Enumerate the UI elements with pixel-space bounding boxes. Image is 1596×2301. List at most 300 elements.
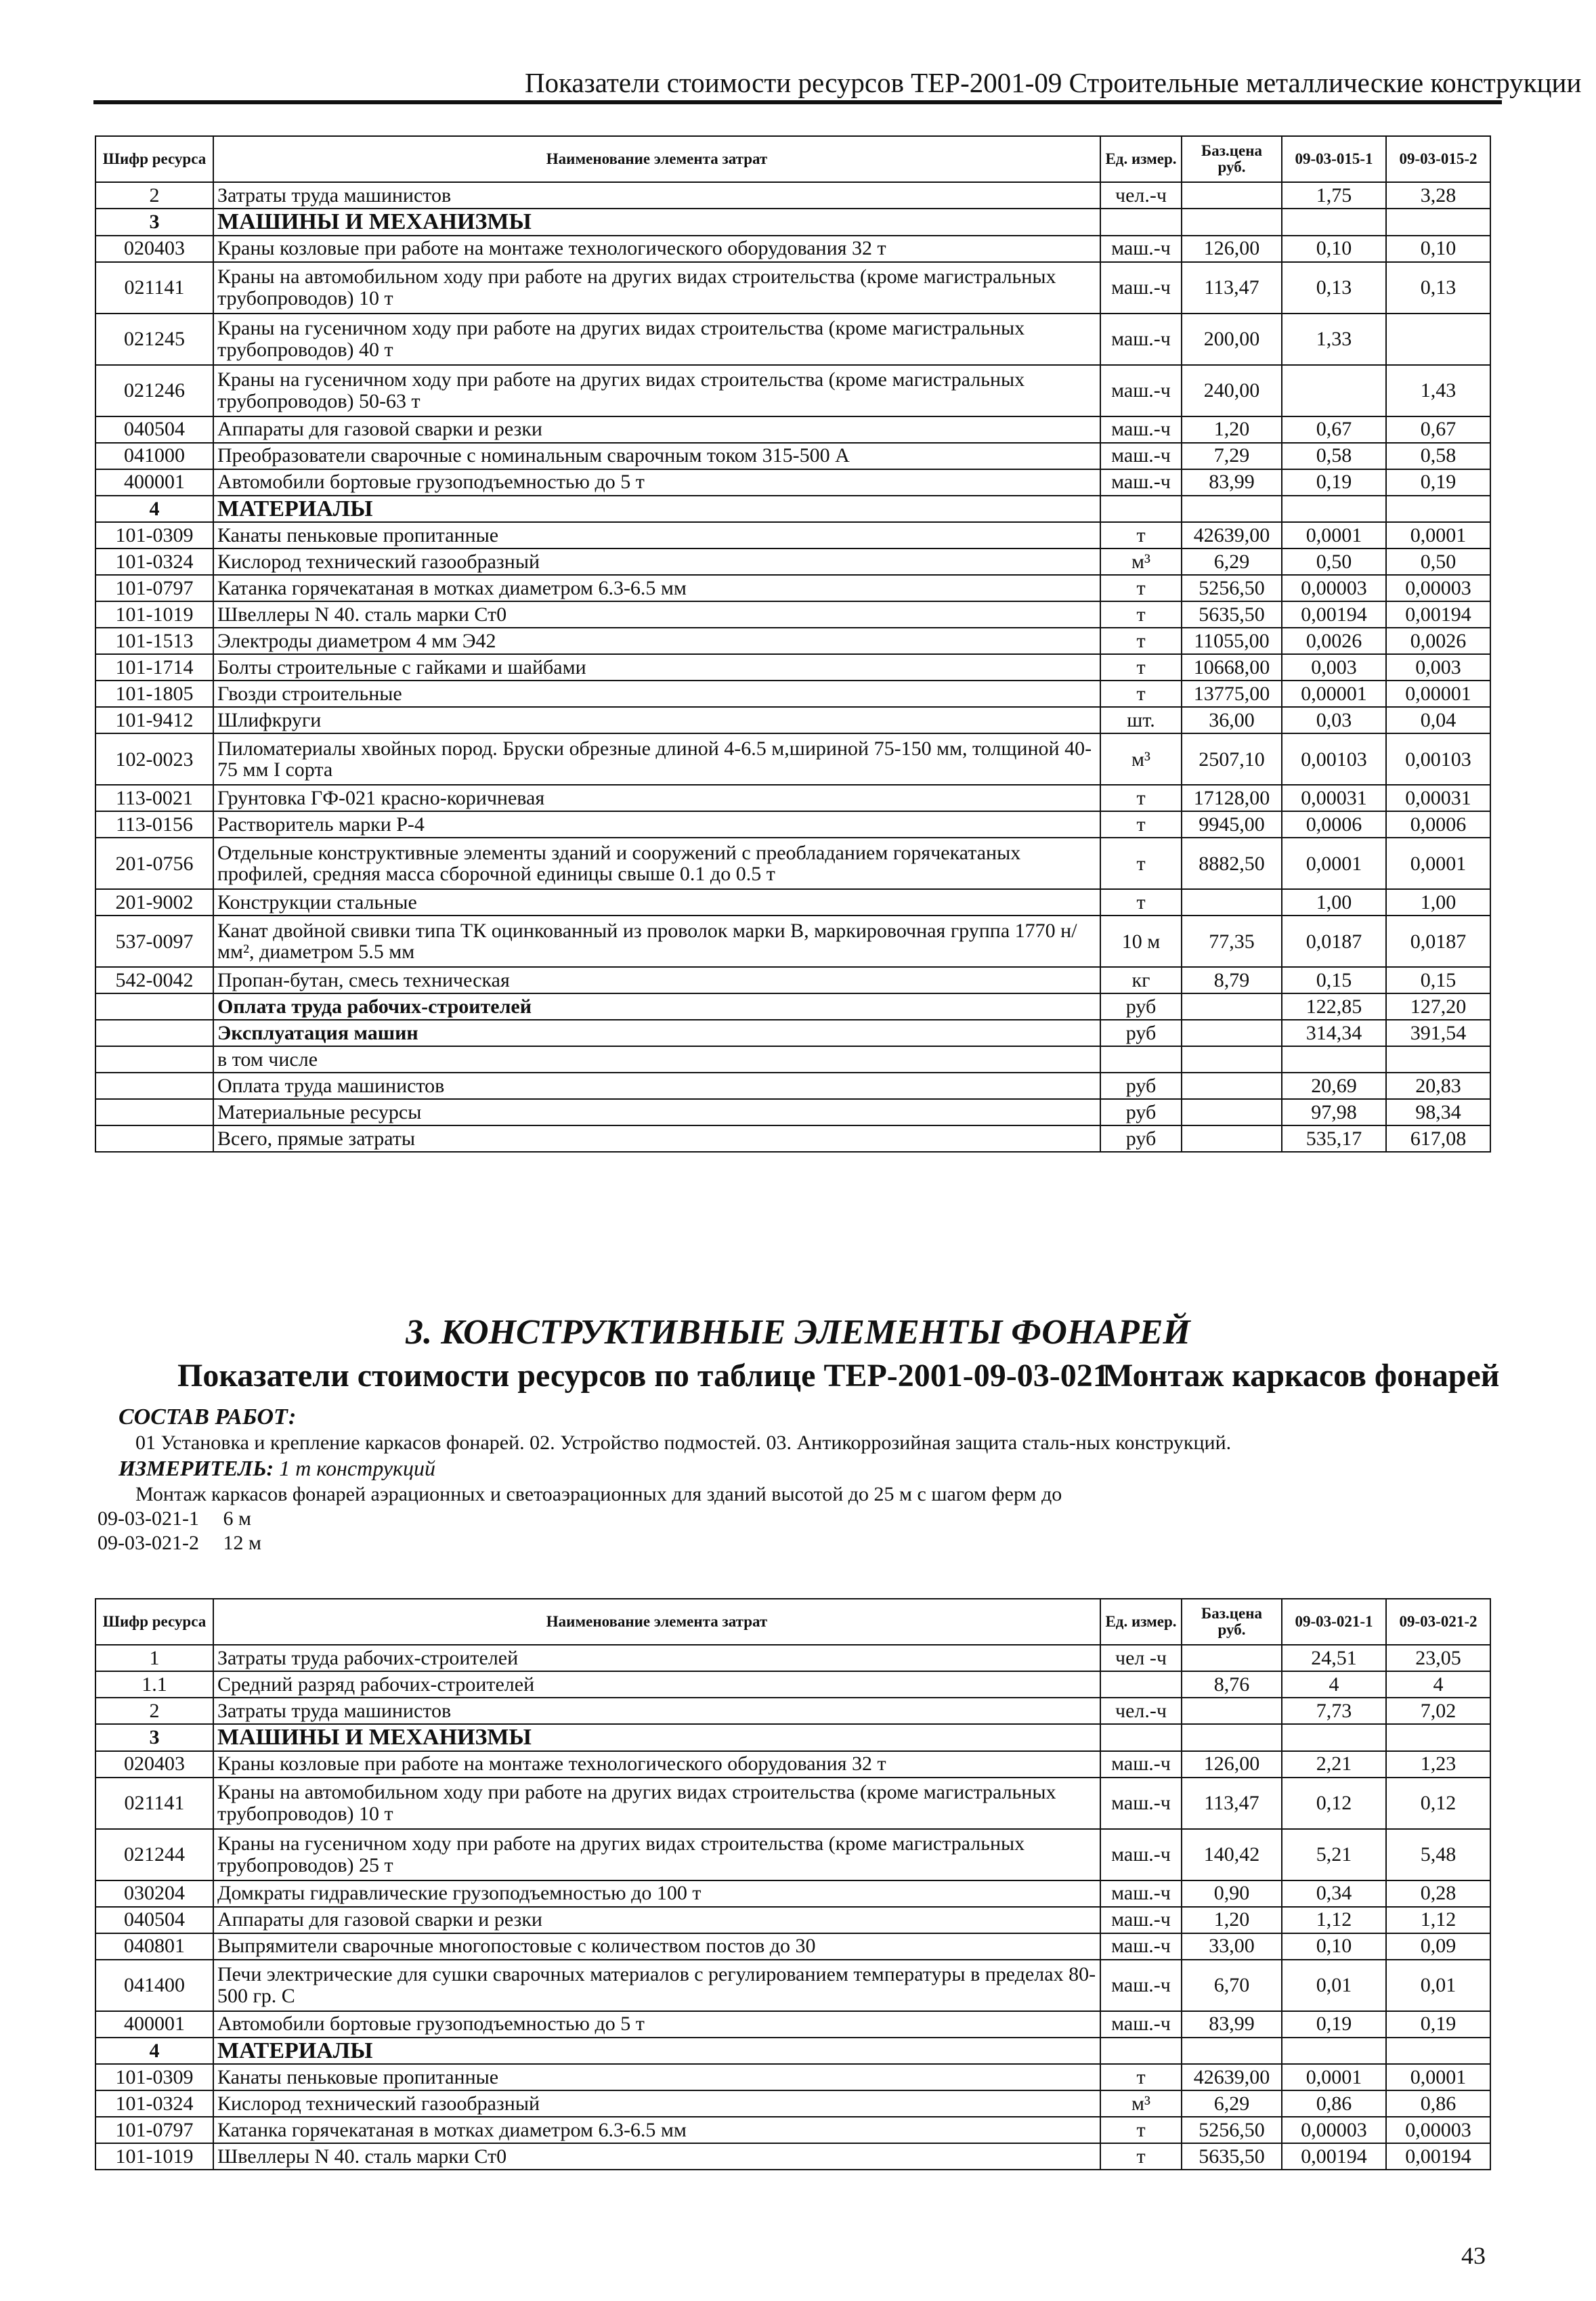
col-header-code: Шифр ресурса bbox=[95, 136, 213, 182]
base-price-cell: 200,00 bbox=[1182, 314, 1282, 365]
base-price-cell: 1,20 bbox=[1182, 416, 1282, 443]
variant-1-value-cell: 24,51 bbox=[1282, 1645, 1386, 1671]
variant-code: 09-03-021-1 bbox=[98, 1507, 199, 1530]
variant-2-value-cell: 0,19 bbox=[1386, 469, 1490, 496]
table-body bbox=[95, 182, 1490, 1152]
variant-1-value-cell: 0,0006 bbox=[1282, 811, 1386, 838]
base-price-cell bbox=[1182, 1698, 1282, 1724]
measure-unit-cell: руб bbox=[1100, 1073, 1182, 1099]
variant-2-value-cell: 0,15 bbox=[1386, 967, 1490, 993]
resource-code-cell: 021245 bbox=[95, 314, 213, 365]
measure-unit-cell: т bbox=[1100, 601, 1182, 628]
measure-unit-cell bbox=[1100, 2038, 1182, 2065]
measure-unit-cell: руб bbox=[1100, 993, 1182, 1020]
cost-item-name-cell: МАШИНЫ И МЕХАНИЗМЫ bbox=[213, 209, 1100, 236]
cost-item-name-cell: Пропан-бутан, смесь техническая bbox=[213, 967, 1100, 993]
col-header-price: Баз.цена руб. bbox=[1182, 136, 1282, 182]
resource-code-cell: 3 bbox=[95, 209, 213, 236]
table-row bbox=[95, 1933, 1490, 1960]
col-header-variant-2: 09-03-015-2 bbox=[1386, 136, 1490, 182]
variant-1-value-cell: 0,00031 bbox=[1282, 785, 1386, 811]
measure-unit-cell: маш.-ч bbox=[1100, 365, 1182, 416]
table-row bbox=[95, 2117, 1490, 2143]
resource-code-cell: 101-0324 bbox=[95, 2090, 213, 2117]
resource-code-cell: 101-1714 bbox=[95, 654, 213, 681]
variant-1-value-cell: 0,19 bbox=[1282, 469, 1386, 496]
resource-code-cell bbox=[95, 1125, 213, 1152]
cost-item-name-cell: Канаты пеньковые пропитанные bbox=[213, 522, 1100, 549]
resource-code-cell: 101-0324 bbox=[95, 549, 213, 575]
cost-item-name-cell: Растворитель марки Р-4 bbox=[213, 811, 1100, 838]
variant-1-value-cell: 0,34 bbox=[1282, 1880, 1386, 1907]
resource-code-cell: 101-1019 bbox=[95, 601, 213, 628]
resource-code-cell bbox=[95, 1020, 213, 1046]
variant-2-value-cell: 4 bbox=[1386, 1671, 1490, 1698]
base-price-cell: 113,47 bbox=[1182, 1778, 1282, 1829]
variant-1-value-cell: 5,21 bbox=[1282, 1829, 1386, 1880]
table-row bbox=[95, 654, 1490, 681]
measure-unit-cell bbox=[1100, 1724, 1182, 1751]
resource-table-2 bbox=[95, 1598, 1491, 2170]
table-row bbox=[95, 967, 1490, 993]
measure-unit-cell: т bbox=[1100, 628, 1182, 654]
col-header-variant-1: 09-03-021-1 bbox=[1282, 1599, 1386, 1645]
measure-unit-cell: т bbox=[1100, 681, 1182, 707]
measure-unit-cell: маш.-ч bbox=[1100, 1751, 1182, 1778]
base-price-cell: 8,79 bbox=[1182, 967, 1282, 993]
resource-code-cell: 542-0042 bbox=[95, 967, 213, 993]
table-row bbox=[95, 811, 1490, 838]
variant-1-value-cell bbox=[1282, 496, 1386, 523]
table-row bbox=[95, 681, 1490, 707]
variant-1-value-cell bbox=[1282, 209, 1386, 236]
variant-2-value-cell: 0,0187 bbox=[1386, 916, 1490, 967]
cost-item-name-cell: Затраты труда рабочих-строителей bbox=[213, 1645, 1100, 1671]
measure-unit-cell: руб bbox=[1100, 1020, 1182, 1046]
resource-code-cell: 021246 bbox=[95, 365, 213, 416]
cost-item-name-cell: Печи электрические для сушки сварочных материалов с регулированием температуры в пределах 80-500 гр. С bbox=[213, 1960, 1100, 2011]
table-row bbox=[95, 549, 1490, 575]
table-row bbox=[95, 707, 1490, 733]
resource-code-cell: 101-0309 bbox=[95, 522, 213, 549]
measure-unit-cell: т bbox=[1100, 2143, 1182, 2170]
measure-unit-cell: шт. bbox=[1100, 707, 1182, 733]
col-header-unit: Ед. измер. bbox=[1100, 136, 1182, 182]
variant-1-value-cell: 0,15 bbox=[1282, 967, 1386, 993]
cost-item-name-cell: Оплата труда рабочих-строителей bbox=[213, 993, 1100, 1020]
cost-item-name-cell: Гвозди строительные bbox=[213, 681, 1100, 707]
base-price-cell: 10668,00 bbox=[1182, 654, 1282, 681]
cost-item-name-cell: Катанка горячекатаная в мотках диаметром 6.3-6.5 мм bbox=[213, 2117, 1100, 2143]
variant-2-value-cell: 7,02 bbox=[1386, 1698, 1490, 1724]
measure-unit-cell: маш.-ч bbox=[1100, 469, 1182, 496]
variant-2-value-cell bbox=[1386, 209, 1490, 236]
table-row bbox=[95, 443, 1490, 469]
base-price-cell bbox=[1182, 2038, 1282, 2065]
resource-code-cell: 021244 bbox=[95, 1829, 213, 1880]
resource-code-cell: 3 bbox=[95, 1724, 213, 1751]
variant-1-value-cell: 0,03 bbox=[1282, 707, 1386, 733]
col-header-name: Наименование элемента затрат bbox=[213, 1599, 1100, 1645]
cost-item-name-cell: Грунтовка ГФ-021 красно-коричневая bbox=[213, 785, 1100, 811]
variant-2-value-cell: 1,43 bbox=[1386, 365, 1490, 416]
variant-2-value-cell: 23,05 bbox=[1386, 1645, 1490, 1671]
variant-2-value-cell: 0,0006 bbox=[1386, 811, 1490, 838]
col-header-unit: Ед. измер. bbox=[1100, 1599, 1182, 1645]
variant-2-value-cell: 0,003 bbox=[1386, 654, 1490, 681]
table-title: Показатели стоимости ресурсов по таблице ТЕР-2001-09-03-021 bbox=[177, 1358, 1109, 1394]
measure-unit-cell bbox=[1100, 496, 1182, 523]
variant-1-value-cell: 0,50 bbox=[1282, 549, 1386, 575]
base-price-cell bbox=[1182, 496, 1282, 523]
base-price-cell: 240,00 bbox=[1182, 365, 1282, 416]
variant-2-value-cell: 0,00103 bbox=[1386, 733, 1490, 785]
variant-1-value-cell: 0,00003 bbox=[1282, 2117, 1386, 2143]
variant-1-value-cell: 1,33 bbox=[1282, 314, 1386, 365]
measure-unit-cell: маш.-ч bbox=[1100, 1933, 1182, 1960]
measure-unit-cell: 10 м bbox=[1100, 916, 1182, 967]
resource-code-cell: 113-0156 bbox=[95, 811, 213, 838]
resource-code-cell: 2 bbox=[95, 1698, 213, 1724]
base-price-cell: 5635,50 bbox=[1182, 601, 1282, 628]
resource-code-cell: 1 bbox=[95, 1645, 213, 1671]
table-row bbox=[95, 416, 1490, 443]
base-price-cell bbox=[1182, 1099, 1282, 1125]
col-header-variant-1: 09-03-015-1 bbox=[1282, 136, 1386, 182]
resource-code-cell: 101-1513 bbox=[95, 628, 213, 654]
base-price-cell: 17128,00 bbox=[1182, 785, 1282, 811]
cost-item-name-cell: Краны козловые при работе на монтаже технологического оборудования 32 т bbox=[213, 236, 1100, 262]
measure-unit-cell: т bbox=[1100, 2117, 1182, 2143]
resource-code-cell: 021141 bbox=[95, 1778, 213, 1829]
measure-unit-cell: маш.-ч bbox=[1100, 443, 1182, 469]
measure-unit-cell: т bbox=[1100, 838, 1182, 889]
variant-1-value-cell: 2,21 bbox=[1282, 1751, 1386, 1778]
table-row bbox=[95, 2038, 1490, 2065]
cost-item-name-cell: Аппараты для газовой сварки и резки bbox=[213, 1907, 1100, 1933]
variant-1-value-cell bbox=[1282, 1046, 1386, 1073]
cost-item-name-cell: Материальные ресурсы bbox=[213, 1099, 1100, 1125]
measure-unit-cell: маш.-ч bbox=[1100, 1829, 1182, 1880]
base-price-cell: 8882,50 bbox=[1182, 838, 1282, 889]
variant-2-value-cell: 3,28 bbox=[1386, 182, 1490, 209]
table-subtitle: Монтаж каркасов фонарей bbox=[1102, 1358, 1500, 1394]
cost-item-name-cell: Краны козловые при работе на монтаже технологического оборудования 32 т bbox=[213, 1751, 1100, 1778]
table-description: Монтаж каркасов фонарей аэрационных и светоаэрационных для зданий высотой до 25 м с шагом ферм до bbox=[135, 1483, 1062, 1505]
variant-2-value-cell: 1,12 bbox=[1386, 1907, 1490, 1933]
base-price-cell: 13775,00 bbox=[1182, 681, 1282, 707]
base-price-cell: 5256,50 bbox=[1182, 575, 1282, 601]
variant-1-value-cell: 0,0001 bbox=[1282, 838, 1386, 889]
cost-item-name-cell: в том числе bbox=[213, 1046, 1100, 1073]
variant-2-value-cell: 127,20 bbox=[1386, 993, 1490, 1020]
resource-code-cell: 030204 bbox=[95, 1880, 213, 1907]
measure-unit-cell: руб bbox=[1100, 1099, 1182, 1125]
variant-value: 6 м bbox=[223, 1507, 251, 1530]
variant-2-value-cell: 0,12 bbox=[1386, 1778, 1490, 1829]
variant-row bbox=[98, 1532, 261, 1555]
resource-code-cell: 2 bbox=[95, 182, 213, 209]
cost-item-name-cell: Преобразователи сварочные с номинальным сварочным током 315-500 А bbox=[213, 443, 1100, 469]
variant-1-value-cell: 0,00003 bbox=[1282, 575, 1386, 601]
table-row bbox=[95, 1778, 1490, 1829]
cost-item-name-cell: Краны на автомобильном ходу при работе на других видах строительства (кроме магистральных трубопроводов) 10 т bbox=[213, 262, 1100, 314]
resource-code-cell: 4 bbox=[95, 2038, 213, 2065]
variant-1-value-cell: 1,00 bbox=[1282, 889, 1386, 916]
measure-unit-cell: чел -ч bbox=[1100, 1645, 1182, 1671]
variant-2-value-cell: 0,00194 bbox=[1386, 2143, 1490, 2170]
resource-code-cell bbox=[95, 993, 213, 1020]
variant-1-value-cell: 0,01 bbox=[1282, 1960, 1386, 2011]
variant-row bbox=[98, 1507, 251, 1530]
variant-value: 12 м bbox=[223, 1532, 261, 1554]
table-row bbox=[95, 838, 1490, 889]
base-price-cell: 36,00 bbox=[1182, 707, 1282, 733]
variant-2-value-cell: 5,48 bbox=[1386, 1829, 1490, 1880]
cost-item-name-cell: Конструкции стальные bbox=[213, 889, 1100, 916]
table-row bbox=[95, 733, 1490, 785]
variant-1-value-cell: 0,12 bbox=[1282, 1778, 1386, 1829]
variant-1-value-cell: 0,00194 bbox=[1282, 601, 1386, 628]
measure-unit-cell: т bbox=[1100, 811, 1182, 838]
cost-item-name-cell: Затраты труда машинистов bbox=[213, 1698, 1100, 1724]
variant-2-value-cell: 0,00031 bbox=[1386, 785, 1490, 811]
measure-unit-cell: м³ bbox=[1100, 2090, 1182, 2117]
variant-2-value-cell: 0,58 bbox=[1386, 443, 1490, 469]
variant-1-value-cell: 1,12 bbox=[1282, 1907, 1386, 1933]
table-row bbox=[95, 1671, 1490, 1698]
resource-code-cell: 040801 bbox=[95, 1933, 213, 1960]
table-row bbox=[95, 1724, 1490, 1751]
cost-item-name-cell: Затраты труда машинистов bbox=[213, 182, 1100, 209]
base-price-cell bbox=[1182, 1020, 1282, 1046]
base-price-cell bbox=[1182, 1125, 1282, 1152]
resource-code-cell: 201-9002 bbox=[95, 889, 213, 916]
resource-code-cell: 400001 bbox=[95, 469, 213, 496]
base-price-cell: 5635,50 bbox=[1182, 2143, 1282, 2170]
base-price-cell: 2507,10 bbox=[1182, 733, 1282, 785]
table-row bbox=[95, 236, 1490, 262]
table-row bbox=[95, 1751, 1490, 1778]
variant-2-value-cell: 0,09 bbox=[1386, 1933, 1490, 1960]
measure-unit-cell: т bbox=[1100, 522, 1182, 549]
resource-code-cell: 101-0797 bbox=[95, 2117, 213, 2143]
variant-2-value-cell: 0,0001 bbox=[1386, 2064, 1490, 2090]
variant-1-value-cell bbox=[1282, 365, 1386, 416]
measure-unit-cell: т bbox=[1100, 785, 1182, 811]
measure-unit-cell: маш.-ч bbox=[1100, 236, 1182, 262]
measure-unit-cell: маш.-ч bbox=[1100, 1907, 1182, 1933]
table-row bbox=[95, 2011, 1490, 2038]
table-row bbox=[95, 1645, 1490, 1671]
variant-1-value-cell: 0,58 bbox=[1282, 443, 1386, 469]
base-price-cell: 0,90 bbox=[1182, 1880, 1282, 1907]
variant-2-value-cell: 0,00194 bbox=[1386, 601, 1490, 628]
resource-code-cell: 102-0023 bbox=[95, 733, 213, 785]
variant-1-value-cell: 122,85 bbox=[1282, 993, 1386, 1020]
measure-unit-cell: маш.-ч bbox=[1100, 314, 1182, 365]
variant-1-value-cell: 0,00001 bbox=[1282, 681, 1386, 707]
variant-code: 09-03-021-2 bbox=[98, 1532, 199, 1554]
measure-unit-cell: т bbox=[1100, 2064, 1182, 2090]
cost-item-name-cell: Канаты пеньковые пропитанные bbox=[213, 2064, 1100, 2090]
base-price-cell: 77,35 bbox=[1182, 916, 1282, 967]
table-row bbox=[95, 889, 1490, 916]
base-price-cell: 140,42 bbox=[1182, 1829, 1282, 1880]
variant-1-value-cell: 7,73 bbox=[1282, 1698, 1386, 1724]
base-price-cell bbox=[1182, 993, 1282, 1020]
variant-2-value-cell: 0,01 bbox=[1386, 1960, 1490, 2011]
table-row bbox=[95, 601, 1490, 628]
resource-code-cell: 041000 bbox=[95, 443, 213, 469]
table-row bbox=[95, 2090, 1490, 2117]
measure-unit-cell: чел.-ч bbox=[1100, 1698, 1182, 1724]
variant-2-value-cell: 0,86 bbox=[1386, 2090, 1490, 2117]
table-row bbox=[95, 182, 1490, 209]
resource-code-cell bbox=[95, 1099, 213, 1125]
table-row bbox=[95, 1698, 1490, 1724]
table-row bbox=[95, 916, 1490, 967]
variant-2-value-cell: 1,23 bbox=[1386, 1751, 1490, 1778]
table-row bbox=[95, 496, 1490, 523]
variant-1-value-cell: 0,00103 bbox=[1282, 733, 1386, 785]
cost-item-name-cell: Катанка горячекатаная в мотках диаметром 6.3-6.5 мм bbox=[213, 575, 1100, 601]
cost-item-name-cell: Болты строительные с гайками и шайбами bbox=[213, 654, 1100, 681]
resource-code-cell: 101-0797 bbox=[95, 575, 213, 601]
base-price-cell: 6,29 bbox=[1182, 549, 1282, 575]
variant-1-value-cell bbox=[1282, 1724, 1386, 1751]
variant-2-value-cell bbox=[1386, 1724, 1490, 1751]
variant-2-value-cell: 0,04 bbox=[1386, 707, 1490, 733]
variant-2-value-cell: 0,13 bbox=[1386, 262, 1490, 314]
measure-unit-cell: т bbox=[1100, 889, 1182, 916]
table-row bbox=[95, 262, 1490, 314]
table-row bbox=[95, 2143, 1490, 2170]
variant-1-value-cell: 0,0001 bbox=[1282, 522, 1386, 549]
base-price-cell: 9945,00 bbox=[1182, 811, 1282, 838]
measure-unit-cell: м³ bbox=[1100, 733, 1182, 785]
cost-item-name-cell: Краны на гусеничном ходу при работе на других видах строительства (кроме магистральных трубопроводов) 50-63 т bbox=[213, 365, 1100, 416]
variant-2-value-cell: 0,00003 bbox=[1386, 2117, 1490, 2143]
measure-unit-cell: маш.-ч bbox=[1100, 1880, 1182, 1907]
cost-item-name-cell: Оплата труда машинистов bbox=[213, 1073, 1100, 1099]
variant-1-value-cell: 0,10 bbox=[1282, 236, 1386, 262]
variant-1-value-cell bbox=[1282, 2038, 1386, 2065]
measure-unit-cell bbox=[1100, 209, 1182, 236]
table-row bbox=[95, 209, 1490, 236]
resource-code-cell: 101-1019 bbox=[95, 2143, 213, 2170]
resource-code-cell bbox=[95, 1046, 213, 1073]
resource-code-cell: 020403 bbox=[95, 236, 213, 262]
variant-2-value-cell: 391,54 bbox=[1386, 1020, 1490, 1046]
measure-unit-line bbox=[118, 1456, 435, 1481]
table-row bbox=[95, 1046, 1490, 1073]
cost-item-name-cell: Канат двойной свивки типа ТК оцинкованный из проволок марки В, маркировочная группа 1770 н/мм², диаметром 5.5 мм bbox=[213, 916, 1100, 967]
table-row bbox=[95, 365, 1490, 416]
variant-1-value-cell: 0,00194 bbox=[1282, 2143, 1386, 2170]
cost-item-name-cell: Швеллеры N 40. сталь марки Ст0 bbox=[213, 2143, 1100, 2170]
table-header-row bbox=[95, 1599, 1490, 1645]
table-row bbox=[95, 1125, 1490, 1152]
variant-1-value-cell: 0,0187 bbox=[1282, 916, 1386, 967]
variant-1-value-cell: 20,69 bbox=[1282, 1073, 1386, 1099]
variant-2-value-cell: 0,10 bbox=[1386, 236, 1490, 262]
cost-item-name-cell: Аппараты для газовой сварки и резки bbox=[213, 416, 1100, 443]
resource-code-cell: 040504 bbox=[95, 1907, 213, 1933]
base-price-cell: 126,00 bbox=[1182, 1751, 1282, 1778]
table-row bbox=[95, 469, 1490, 496]
table-row bbox=[95, 785, 1490, 811]
measure-unit-cell: маш.-ч bbox=[1100, 416, 1182, 443]
base-price-cell: 5256,50 bbox=[1182, 2117, 1282, 2143]
variant-1-value-cell: 1,75 bbox=[1282, 182, 1386, 209]
variant-1-value-cell: 0,0026 bbox=[1282, 628, 1386, 654]
variant-1-value-cell: 0,10 bbox=[1282, 1933, 1386, 1960]
variant-2-value-cell: 0,50 bbox=[1386, 549, 1490, 575]
base-price-cell: 6,29 bbox=[1182, 2090, 1282, 2117]
resource-code-cell: 101-9412 bbox=[95, 707, 213, 733]
cost-item-name-cell: Кислород технический газообразный bbox=[213, 2090, 1100, 2117]
base-price-cell bbox=[1182, 889, 1282, 916]
variant-2-value-cell: 98,34 bbox=[1386, 1099, 1490, 1125]
cost-item-name-cell: Выпрямители сварочные многопостовые с количеством постов до 30 bbox=[213, 1933, 1100, 1960]
variant-1-value-cell: 535,17 bbox=[1282, 1125, 1386, 1152]
cost-item-name-cell: Всего, прямые затраты bbox=[213, 1125, 1100, 1152]
base-price-cell bbox=[1182, 209, 1282, 236]
measure-unit-label: ИЗМЕРИТЕЛЬ: bbox=[118, 1456, 274, 1480]
variant-2-value-cell bbox=[1386, 2038, 1490, 2065]
table-row bbox=[95, 628, 1490, 654]
resource-code-cell: 1.1 bbox=[95, 1671, 213, 1698]
table-row bbox=[95, 1020, 1490, 1046]
cost-item-name-cell: Шлифкруги bbox=[213, 707, 1100, 733]
table-body bbox=[95, 1645, 1490, 2170]
variant-2-value-cell: 0,00003 bbox=[1386, 575, 1490, 601]
cost-item-name-cell: Домкраты гидравлические грузоподъемностью до 100 т bbox=[213, 1880, 1100, 1907]
base-price-cell: 126,00 bbox=[1182, 236, 1282, 262]
table-row bbox=[95, 1099, 1490, 1125]
base-price-cell: 83,99 bbox=[1182, 2011, 1282, 2038]
base-price-cell: 1,20 bbox=[1182, 1907, 1282, 1933]
table-row bbox=[95, 314, 1490, 365]
variant-2-value-cell: 1,00 bbox=[1386, 889, 1490, 916]
variant-1-value-cell: 0,0001 bbox=[1282, 2064, 1386, 2090]
resource-code-cell: 041400 bbox=[95, 1960, 213, 2011]
base-price-cell: 83,99 bbox=[1182, 469, 1282, 496]
measure-unit-cell: маш.-ч bbox=[1100, 2011, 1182, 2038]
cost-item-name-cell: Пиломатериалы хвойных пород. Бруски обрезные длиной 4-6.5 м,шириной 75-150 мм, толщиной 40-75 мм I сорта bbox=[213, 733, 1100, 785]
variant-2-value-cell: 0,00001 bbox=[1386, 681, 1490, 707]
resource-code-cell: 201-0756 bbox=[95, 838, 213, 889]
resource-code-cell: 4 bbox=[95, 496, 213, 523]
variant-2-value-cell: 0,67 bbox=[1386, 416, 1490, 443]
cost-item-name-cell: Краны на автомобильном ходу при работе на других видах строительства (кроме магистральных трубопроводов) 10 т bbox=[213, 1778, 1100, 1829]
col-header-name: Наименование элемента затрат bbox=[213, 136, 1100, 182]
measure-unit-cell: кг bbox=[1100, 967, 1182, 993]
measure-unit-value: 1 т конструкций bbox=[279, 1456, 435, 1480]
measure-unit-cell: маш.-ч bbox=[1100, 262, 1182, 314]
variant-2-value-cell: 0,28 bbox=[1386, 1880, 1490, 1907]
variant-2-value-cell: 0,19 bbox=[1386, 2011, 1490, 2038]
table-row bbox=[95, 1960, 1490, 2011]
base-price-cell: 42639,00 bbox=[1182, 2064, 1282, 2090]
cost-item-name-cell: Краны на гусеничном ходу при работе на других видах строительства (кроме магистральных трубопроводов) 25 т bbox=[213, 1829, 1100, 1880]
measure-unit-cell bbox=[1100, 1046, 1182, 1073]
variant-2-value-cell bbox=[1386, 1046, 1490, 1073]
section-heading: 3. КОНСТРУКТИВНЫЕ ЭЛЕМЕНТЫ ФОНАРЕЙ bbox=[406, 1313, 1190, 1352]
cost-item-name-cell: Автомобили бортовые грузоподъемностью до 5 т bbox=[213, 469, 1100, 496]
resource-code-cell: 040504 bbox=[95, 416, 213, 443]
